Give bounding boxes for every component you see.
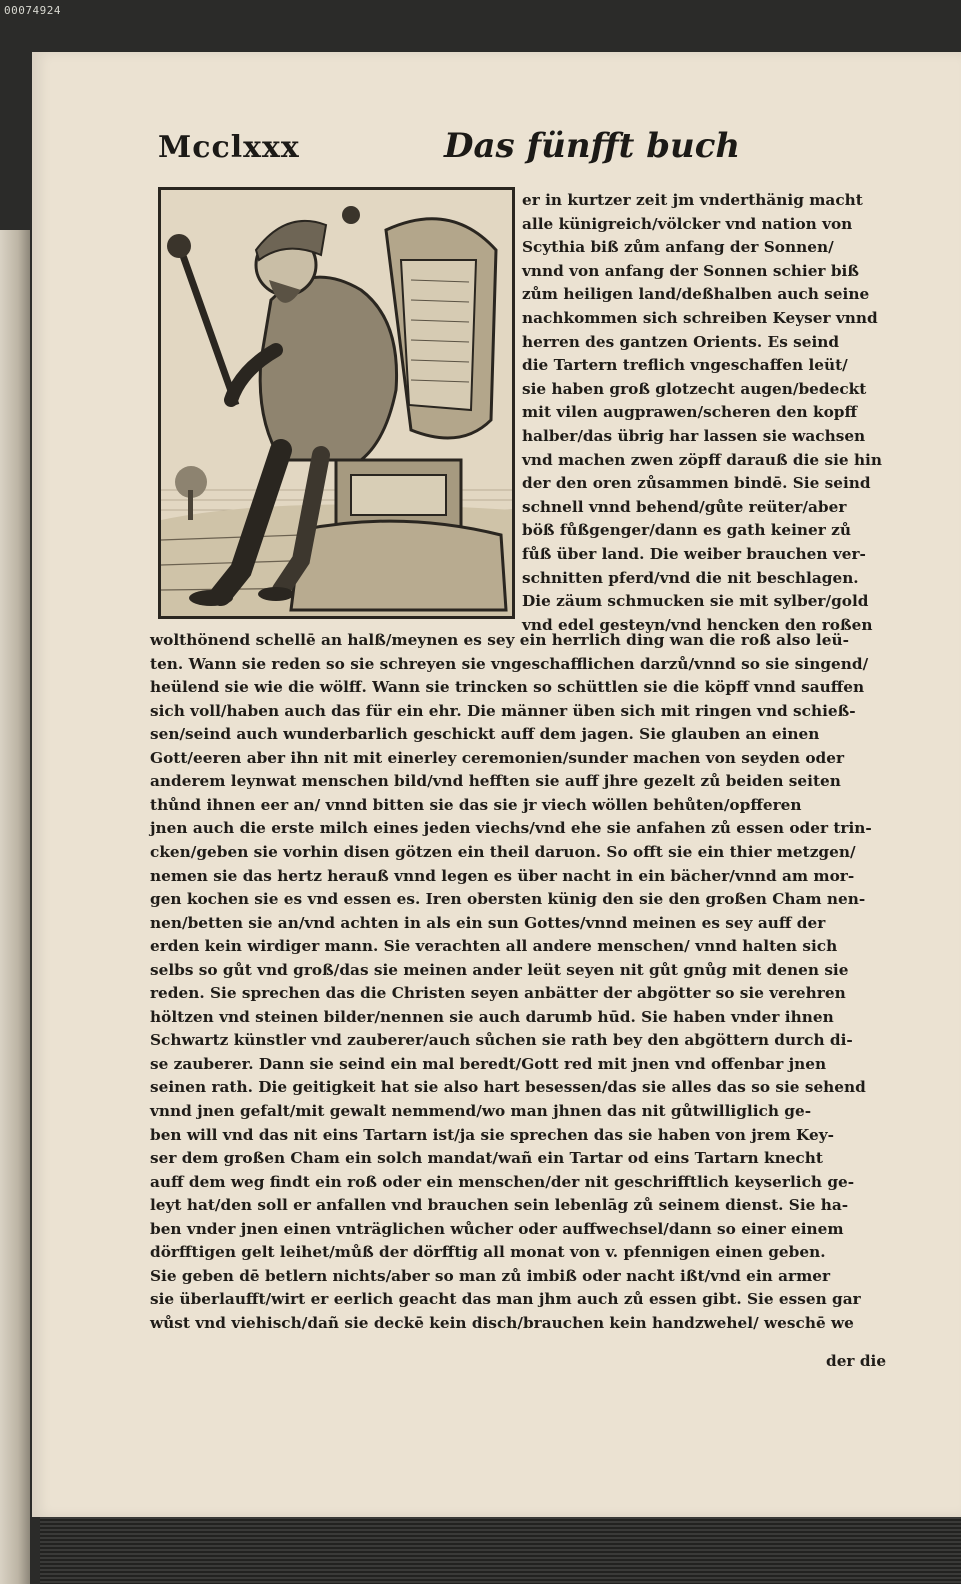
text-line: zům heiligen land/deßhalben auch seine bbox=[522, 285, 870, 304]
text-line: thůnd ihnen eer an/ vnnd bitten sie das sie jr viech wöllen behůten/opfferen bbox=[150, 795, 802, 814]
text-line: Sie geben dē betlern nichts/aber so man zů imbiß oder nacht ißt/vnd ein armer bbox=[150, 1266, 831, 1285]
text-line: der den oren zůsammen bindē. Sie seind bbox=[522, 474, 871, 493]
scan-id-label: 00074924 bbox=[4, 4, 61, 17]
text-line: fůß über land. Die weiber brauchen ver- bbox=[522, 545, 866, 563]
text-line: wůst vnd viehisch/dañ sie deckē kein disch/brauchen kein handzwehel/ weschē we bbox=[150, 1313, 854, 1332]
text-line: böß fůßgenger/dann es gath keiner zů bbox=[522, 521, 851, 540]
text-line: cken/geben sie vorhin disen götzen ein theil daruon. So offt sie ein thier metzgen/ bbox=[150, 842, 856, 861]
text-line: alle künigreich/völcker vnd nation von bbox=[522, 214, 853, 233]
text-line: sen/seind auch wunderbarlich geschickt auff dem jagen. Sie glauben an einen bbox=[150, 725, 820, 744]
text-line: herren des gantzen Orients. Es seind bbox=[522, 332, 840, 351]
text-line: vnd edel gesteyn/vnd hencken den roßen bbox=[522, 615, 873, 634]
text-line: die Tartern treflich vngeschaffen leüt/ bbox=[522, 356, 848, 375]
text-line: reden. Sie sprechen das die Christen seyen anbätter der abgötter so sie verehren bbox=[150, 984, 846, 1003]
text-line: halber/das übrig har lassen sie wachsen bbox=[522, 427, 866, 445]
text-line: se zauberer. Dann sie seind ein mal beredt/Gott red mit jnen vnd offenbar jnen bbox=[150, 1054, 827, 1073]
running-head: Das fünfft buch bbox=[444, 126, 741, 166]
text-line: Schwartz künstler vnd zauberer/auch sůchen sie rath bey den abgöttern durch di- bbox=[150, 1031, 853, 1050]
text-line: nachkommen sich schreiben Keyser vnnd bbox=[522, 309, 878, 327]
page-number: Mcclxxx bbox=[158, 130, 300, 165]
text-line: sie überlaufft/wirt er eerlich geacht das man jhm auch zů essen gibt. Sie essen gar bbox=[150, 1290, 861, 1309]
seated-khan-woodcut-icon bbox=[161, 190, 512, 616]
text-line: sich voll/haben auch das für ein ehr. Die männer üben sich mit ringen vnd schieß- bbox=[150, 701, 856, 720]
book-backing bbox=[0, 230, 30, 1584]
text-line: anderem leynwat menschen bild/vnd hefften sie auff jhre gezelt zů beiden seiten bbox=[150, 772, 841, 791]
text-line: dörfftigen gelt leihet/můß der dörfftig all monat von v. pfennigen einen geben. bbox=[150, 1243, 826, 1262]
text-line: ten. Wann sie reden so sie schreyen sie vngeschafflichen darzů/vnnd so sie singend/ bbox=[150, 654, 869, 673]
text-line: selbs so gůt vnd groß/das sie meinen ander leüt seyen nit gůt gnůg mit denen sie bbox=[150, 960, 849, 979]
text-line: vnnd jnen gefalt/mit gewalt nemmend/wo man jhnen das nit gůtwilliglich ge- bbox=[150, 1102, 812, 1120]
text-line: er in kurtzer zeit jm vnderthänig macht bbox=[522, 191, 863, 209]
text-line: schnell vnnd behend/gůte reüter/aber bbox=[522, 497, 847, 516]
text-line: leyt hat/den soll er anfallen vnd brauchen sein lebenlāg zů seinem dienst. Sie ha- bbox=[150, 1196, 849, 1215]
text-line: Gott/eeren aber ihn nit mit einerley ceremonien/sunder machen von seyden oder bbox=[150, 748, 845, 767]
text-line: ser dem großen Cham ein solch mandat/wañ ein Tartar od eins Tartarn knecht bbox=[150, 1149, 823, 1168]
text-line: erden kein wirdiger mann. Sie verachten all andere menschen/ vnnd halten sich bbox=[150, 937, 838, 956]
text-line: schnitten pferd/vnd die nit beschlagen. bbox=[522, 568, 859, 587]
text-line: höltzen vnd steinen bilder/nennen sie auch darumb hūd. Sie haben vnder ihnen bbox=[150, 1007, 834, 1026]
text-line: mit vilen augprawen/scheren den kopff bbox=[522, 403, 858, 422]
catchword: der die bbox=[826, 1352, 887, 1370]
text-line: vnd machen zwen zöpff darauß die sie hin bbox=[522, 450, 882, 469]
text-line: Die zäum schmucken sie mit sylber/gold bbox=[522, 592, 869, 611]
text-line: vnnd von anfang der Sonnen schier biß bbox=[522, 261, 859, 280]
text-line: heülend sie wie die wölff. Wann sie trincken so schüttlen sie die köpff vnnd sauffen bbox=[150, 678, 865, 697]
text-line: nen/betten sie an/vnd achten in als ein sun Gottes/vnnd meinen es sey auff der bbox=[150, 913, 826, 932]
text-line: gen kochen sie es vnd essen es. Iren obersten künig den sie den großen Cham nen- bbox=[150, 890, 866, 909]
text-line: auff dem weg findt ein roß oder ein menschen/der nit geschrifftlich keyserlich ge- bbox=[150, 1172, 855, 1191]
text-line: jnen auch die erste milch eines jeden viechs/vnd ehe sie anfahen zů essen oder trin- bbox=[150, 819, 872, 838]
text-line: seinen rath. Die geitigkeit hat sie also hart besessen/das sie alles das so sie sehend bbox=[150, 1078, 866, 1097]
text-line: nemen sie das hertz herauß vnnd legen es über nacht in ein bächer/vnnd am mor- bbox=[150, 866, 855, 885]
page-edge-stack bbox=[40, 1517, 961, 1584]
text-line: ben will vnd das nit eins Tartarn ist/ja sie sprechen das sie haben von jrem Key- bbox=[150, 1125, 834, 1144]
text-line: Scythia biß zům anfang der Sonnen/ bbox=[522, 238, 834, 257]
text-line: ben vnder jnen einen vnträglichen wůcher oder auffwechsel/dann so einer einem bbox=[150, 1219, 844, 1238]
text-line: wolthönend schellē an halß/meynen es sey ein herrlich ding wan die roß also leü- bbox=[150, 631, 849, 649]
text-line: sie haben groß glotzecht augen/bedeckt bbox=[522, 379, 867, 398]
woodcut-illustration bbox=[158, 187, 515, 619]
